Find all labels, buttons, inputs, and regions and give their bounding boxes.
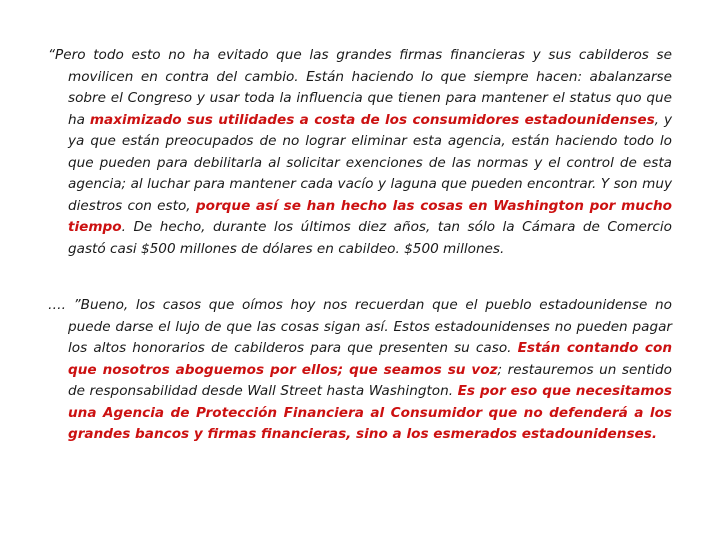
quote-1-text-2: , y ya que están preocupados de no lograr eliminar esta agencia, están haciendo todo lo que pueden para debilitarla al solicitar exenciones de las normas y el control de esta agencia; al luchar para mantener cada vacío y laguna que pueden encontrar. Y son muy diestros con esto, bbox=[68, 111, 672, 214]
quote-2-highlight-1: Están contando con que nosotros aboguemos por ellos; que seamos su voz bbox=[68, 340, 672, 378]
quote-1-text-1: “Pero todo esto no ha evitado que las grandes firmas financieras y sus cabilderos se movilicen en contra del cambio. Están haciendo lo que siempre hacen: abalanzarse sobre el Congreso y usar toda la influencia que tienen para mantener el status quo que ha bbox=[48, 47, 672, 128]
quote-paragraph-2 bbox=[48, 295, 672, 446]
quote-2-highlight-2: Es por eso que necesitamos una Agencia de Protección Financiera al Consumidor que no defenderá a los grandes bancos y firmas financieras, sino a los esmerados estadounidenses. bbox=[68, 383, 672, 442]
quote-1-highlight-1: maximizado sus utilidades a costa de los consumidores estadounidenses bbox=[89, 111, 655, 128]
quote-1-text-3: . De hecho, durante los últimos diez años, tan sólo la Cámara de Comercio gastó casi $500 millones de dólares en cabildeo. $500 millones. bbox=[68, 219, 672, 257]
quote-paragraph-1 bbox=[48, 45, 672, 260]
quote-2-text-2: ; restauremos un sentido de responsabilidad desde Wall Street hasta Washington. bbox=[68, 361, 672, 399]
quote-2-text-1: …. ”Bueno, los casos que oímos hoy nos recuerdan que el pueblo estadounidense no puede darse el lujo de que las cosas sigan así. Estos estadounidenses no pueden pagar los altos honorarios de cabilderos para que presenten su caso. bbox=[48, 297, 672, 356]
quote-1-highlight-2: porque así se han hecho las cosas en Washington por mucho tiempo bbox=[68, 197, 672, 235]
